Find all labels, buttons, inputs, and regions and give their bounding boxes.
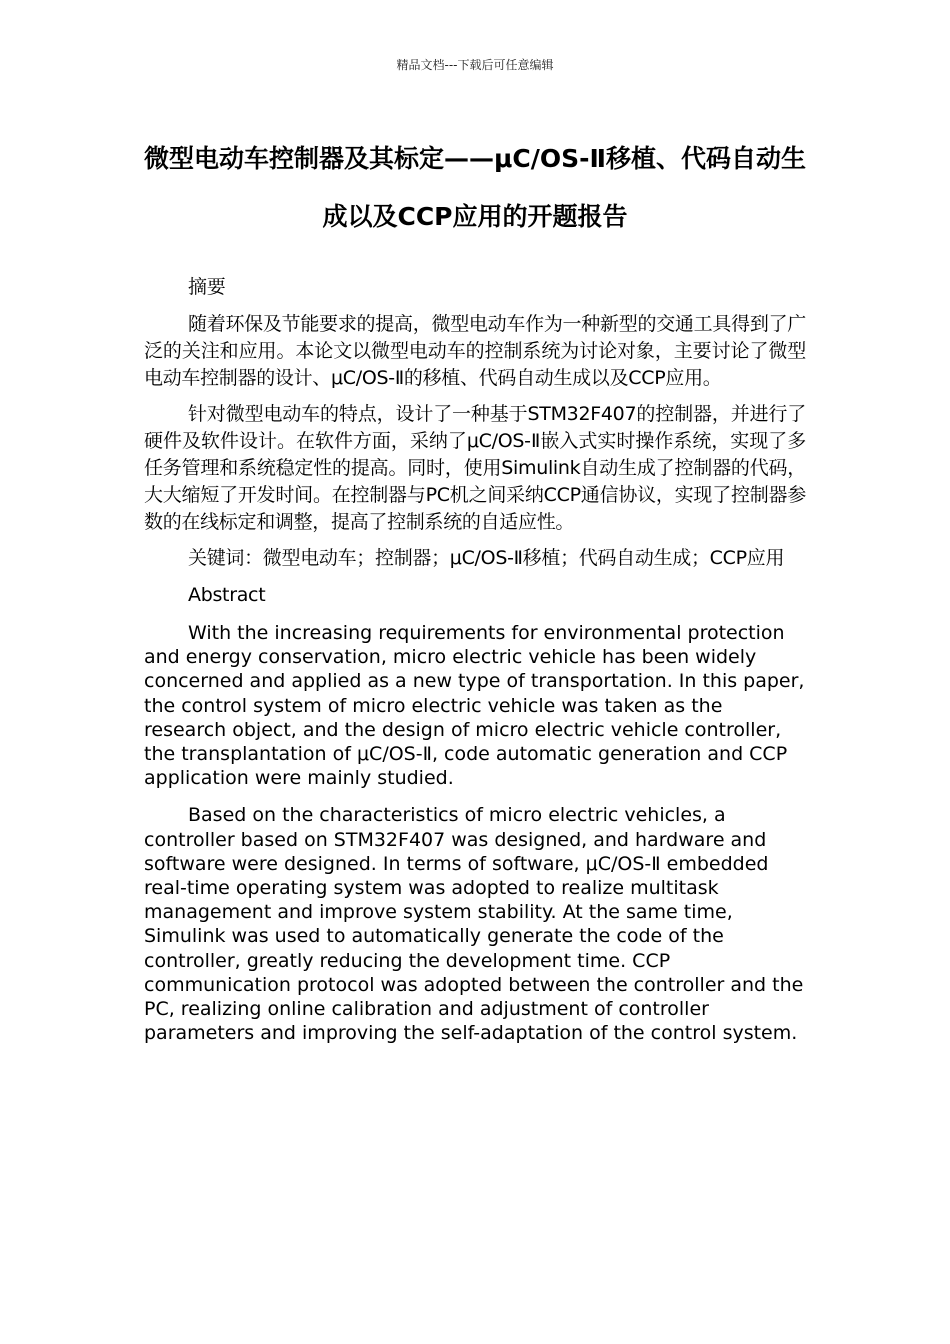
abstract-cn-paragraph: 针对微型电动车的特点，设计了一种基于STM32F407的控制器，并进行了硬件及软件设计。在软件方面，采纳了μC/OS-Ⅱ嵌入式实时操作系统，实现了多任务管理和系统稳定性的提高。同时，使用Simulink自动生成了控制器的代码，大大缩短了开发时间。在控制器与PC机之间采纳CCP通信协议，实现了控制器参数的在线标定和调整，提高了控制系统的自适应性。 xyxy=(144,403,806,533)
abstract-en-paragraph: With the increasing requirements for environmental protection and energy conservation, micro electric vehicle has been widely concerned and applied as a new type of transportation. In this paper, the control system of micro electric vehicle was taken as the research object, and the design of micro electric vehicle controller, the transplantation of μC/OS-Ⅱ, code automatic generation and CCP application were mainly studied. xyxy=(144,622,805,790)
keywords: 关键词：微型电动车；控制器；μC/OS-Ⅱ移植；代码自动生成；CCP应用 xyxy=(188,547,785,569)
abstract-cn-paragraph: 随着环保及节能要求的提高，微型电动车作为一种新型的交通工具得到了广泛的关注和应用。本论文以微型电动车的控制系统为讨论对象，主要讨论了微型电动车控制器的设计、μC/OS-Ⅱ的移植、代码自动生成以及CCP应用。 xyxy=(144,313,806,389)
document-title: 微型电动车控制器及其标定——μC/OS-Ⅱ移植、代码自动生成以及CCP应用的开题报告 xyxy=(144,144,806,231)
abstract-cn-heading: 摘要 xyxy=(188,276,226,298)
abstract-en-heading: Abstract xyxy=(188,584,266,606)
abstract-en-paragraph: Based on the characteristics of micro electric vehicles, a controller based on STM32F407 was designed, and hardware and software were designed. In terms of software, μC/OS-Ⅱ embedded real-time operating system was adopted to realize multitask management and improve system stability. At the same time, Simulink was used to automatically generate the code of the controller, greatly reducing the development time. CCP communication protocol was adopted between the controller and the PC, realizing online calibration and adjustment of controller parameters and improving the self-adaptation of the control system. xyxy=(144,804,804,1045)
document-body xyxy=(144,274,806,1058)
page-header: 精品文档---下载后可任意编辑 xyxy=(396,58,554,72)
